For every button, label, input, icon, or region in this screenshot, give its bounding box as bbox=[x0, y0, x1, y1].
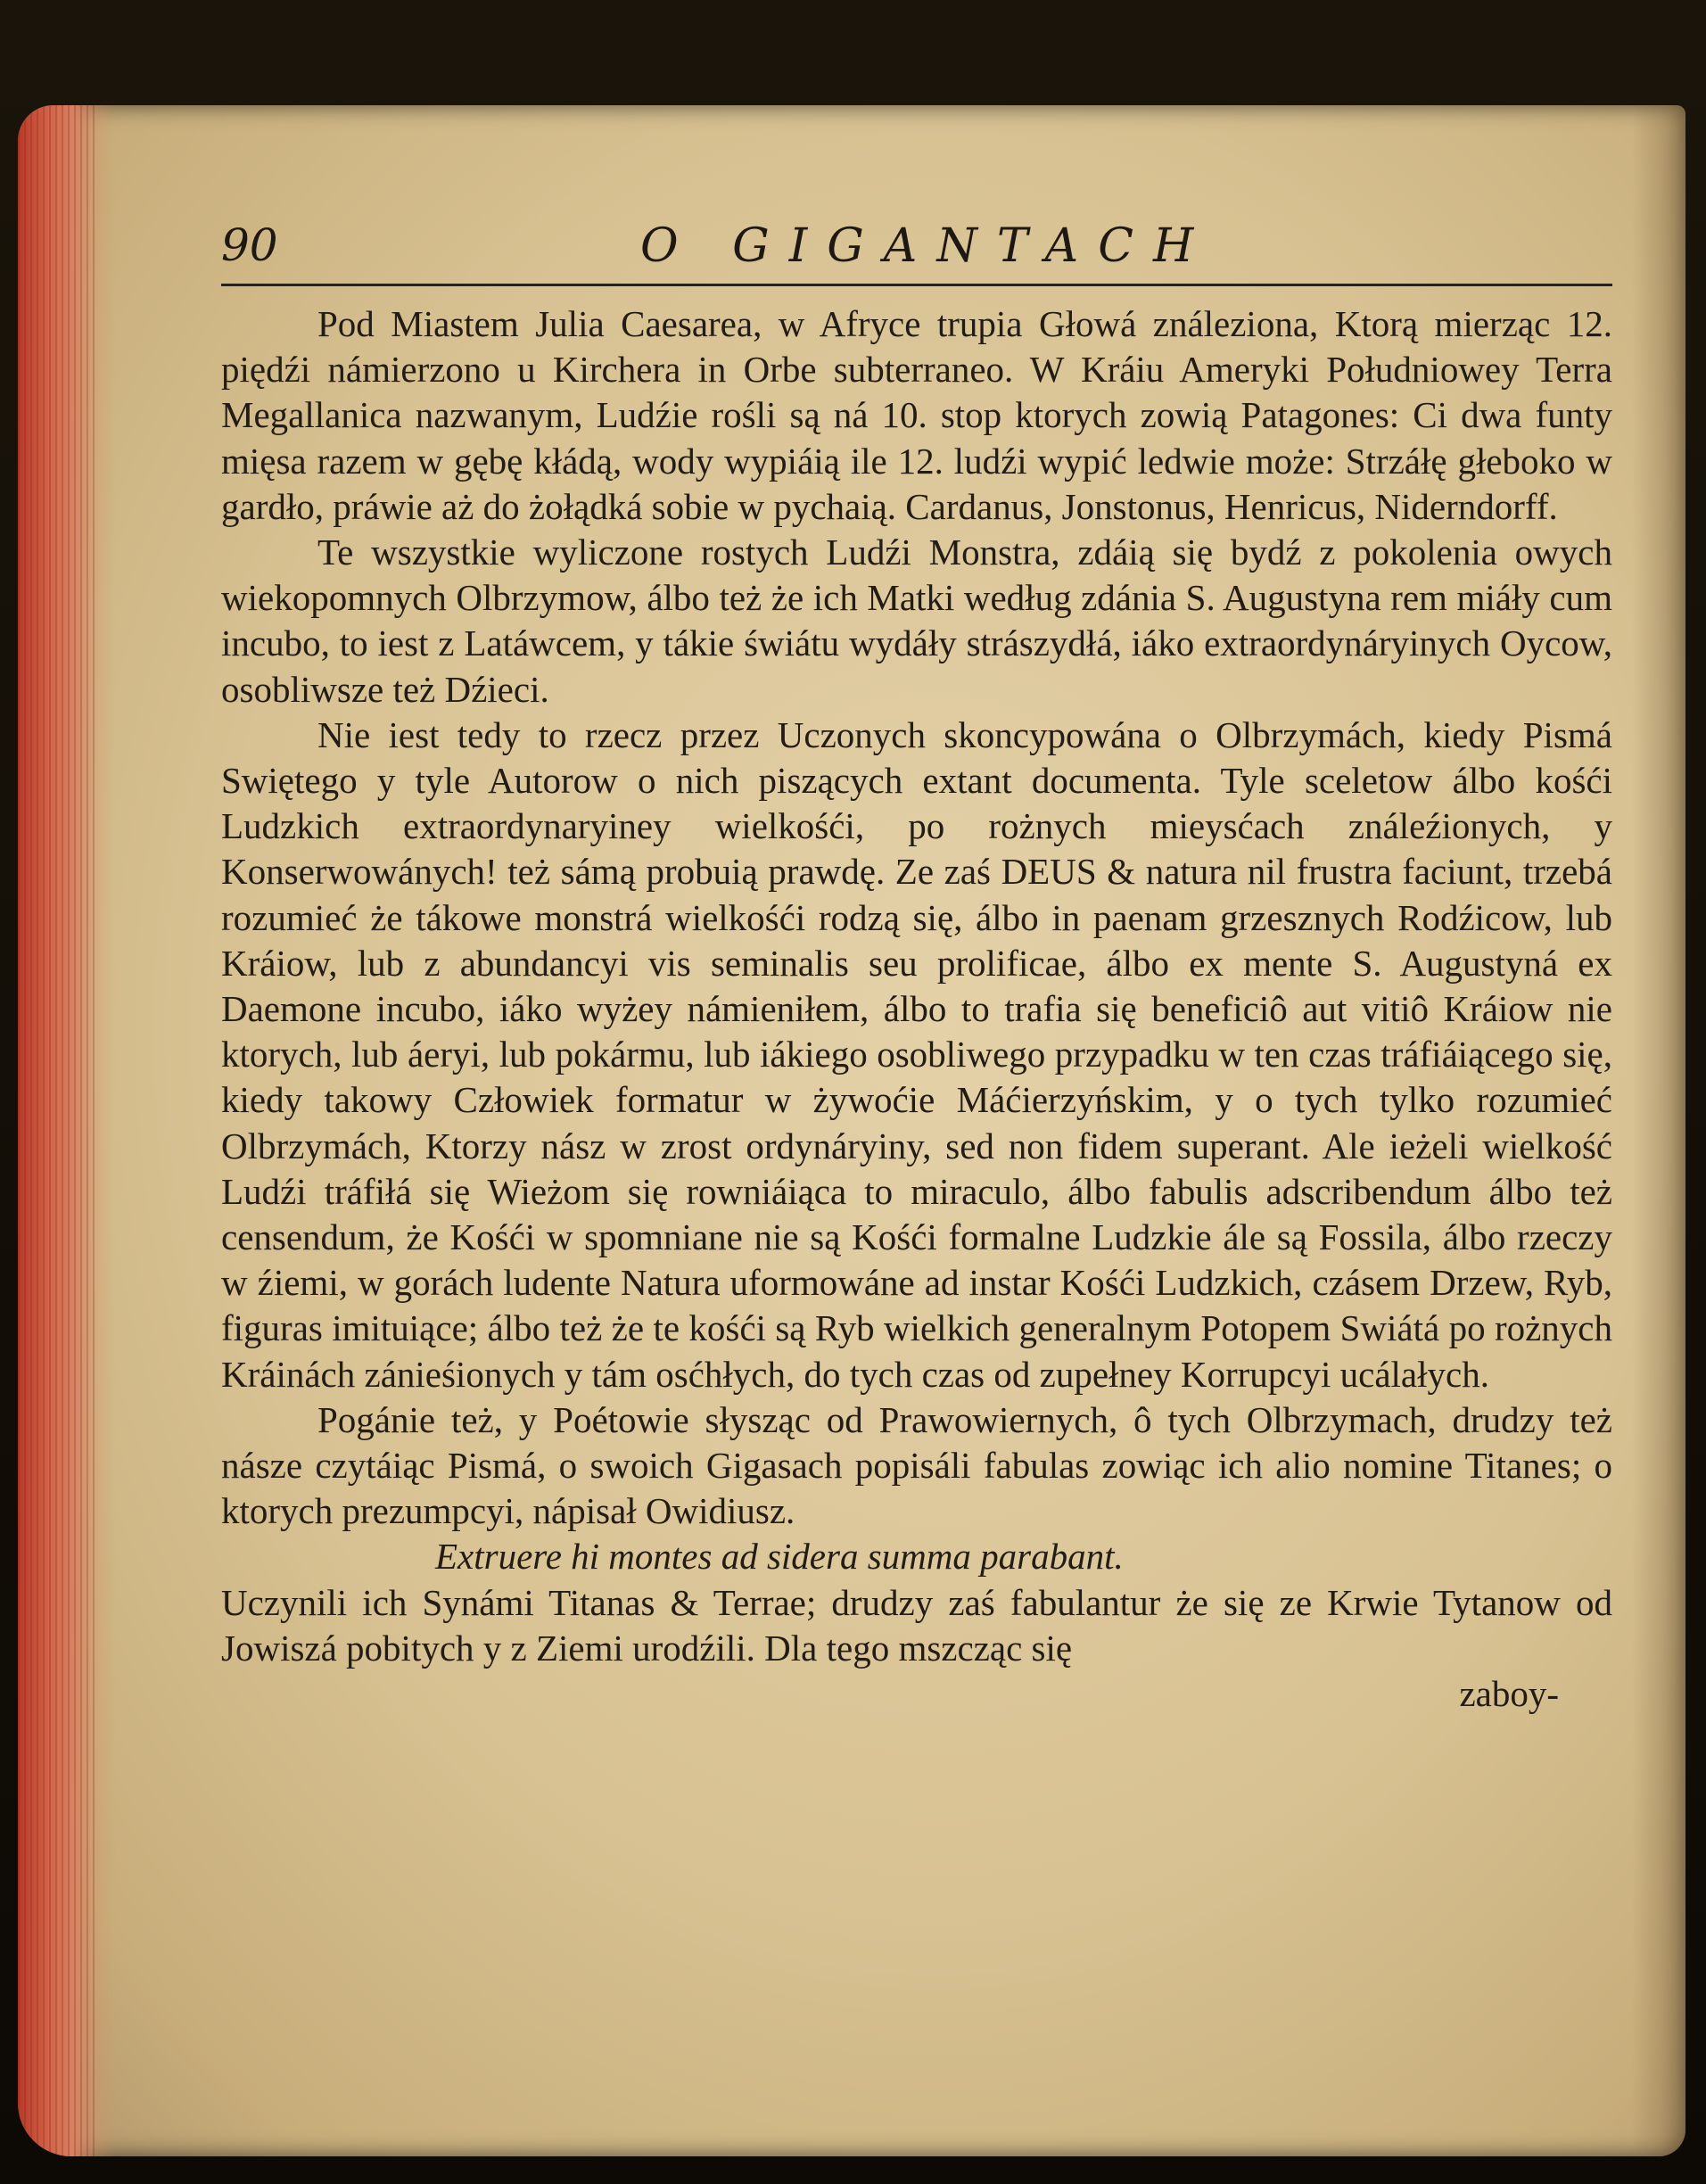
closing-paragraph: Uczynili ich Synámi Titanas & Terrae; drudzy zaś fabulantur że się ze Krwie Tytanow od Jowiszá pobitych y z Ziemi urodźili. Dla tego mszcząc się bbox=[221, 1581, 1612, 1669]
paragraph-4: Pogánie też, y Poétowie słysząc od Prawowiernych, ô tych Olbrzymach, drudzy też násze czytáiąc Pismá, o swoich Gigasach popisáli fabulas zowiąc ich alio nomine Titanes; o ktorych prezumpcyi, nápisał Owidiusz. bbox=[221, 1398, 1612, 1532]
page-number: 90 bbox=[221, 219, 278, 271]
paragraph-3: Nie iest tedy to rzecz przez Uczonych skoncypowána o Olbrzymách, kiedy Pismá Swiętego y tyle Autorow o nich piszących extant documenta. Tyle sceletow álbo kośći Ludzkich extraordynaryiney wielkośći, po rożnych mieysćach ználeźionych, y Konserwowánych! też sámą probuią prawdę. Ze zaś DEUS & natura nil frustra faciunt, trzebá rozumieć że tákowe monstrá wielkośći rodzą się, álbo in paenam grzesznych Rodźicow, lub Kráiow, lub z abundancyi vis seminalis seu prolificae, álbo ex mente S. Augustyná ex Daemone incubo, iáko wyżey námieniłem, álbo to trafia się beneficiô aut vitiô Kráiow nie ktorych, lub áeryi, lub pokármu, lub iákiego osobliwego przypadku w ten czas tráfiáiącego się, kiedy takowy Człowiek formatur w żywoćie Máćierzyńskim, y o tych tylko rozumieć Olbrzymách, Ktorzy nász w zrost ordynáryiny, sed non fidem superant. Ale ieżeli wielkość Ludźi tráfiłá się Wieżom się rowniáiąca to miraculo, álbo fabulis adscribendum álbo też censendum, że Kośći w spomniane nie są Kośći formalne Ludzkie ále są Fossila, álbo rzeczy w źiemi, w gorách ludente Natura uformowáne ad instar Kośći Ludzkich, czásem Drzew, Ryb, figuras imituiące; álbo też że te kośći są Ryb wielkich generalnym Potopem Swiátá po rożnych Kráinách zánieśionych y tám osćhłych, do tych czas od zupełney Korrupcyi ucálałych. bbox=[221, 713, 1612, 1395]
book-page bbox=[18, 105, 1685, 2156]
page-header bbox=[221, 219, 1612, 286]
page-gutter-shadow bbox=[1632, 105, 1685, 2156]
verse-quote: Extruere hi montes ad sidera summa parabant. bbox=[435, 1536, 1124, 1578]
running-title: O GIGANTACH bbox=[640, 219, 1214, 273]
body-text bbox=[221, 301, 1612, 1717]
paragraph-2: Te wszystkie wyliczone rostych Ludźi Monstra, zdáią się bydź z pokolenia owych wiekopomnych Olbrzymow, álbo też że ich Matki według zdánia S. Augustyna rem miáły cum incubo, to iest z Latáwcem, y tákie świátu wydáły strászydłá, iáko extraordynáryinych Oycow, osobliwsze też Dźieci. bbox=[221, 532, 1612, 710]
page-edge-lines bbox=[18, 105, 98, 2156]
catchword: zaboy- bbox=[1459, 1673, 1559, 1715]
paragraph-1: Pod Miastem Julia Caesarea, w Afryce trupia Głowá ználeziona, Ktorą mierząc 12. piędźi námierzono u Kirchera in Orbe subterraneo. W Kráiu Ameryki Południowey Terra Megallanica nazwanym, Ludźie rośli są ná 10. stop ktorych zowią Patagones: Ci dwa funty mięsa razem w gębę kłádą, wody wypiáią ile 12. ludźi wypić ledwie może: Strzáłę głeboko w gardło, práwie aż do żołądká sobie w pychaią. Cardanus, Jonstonus, Henricus, Niderndorff. bbox=[221, 303, 1612, 527]
